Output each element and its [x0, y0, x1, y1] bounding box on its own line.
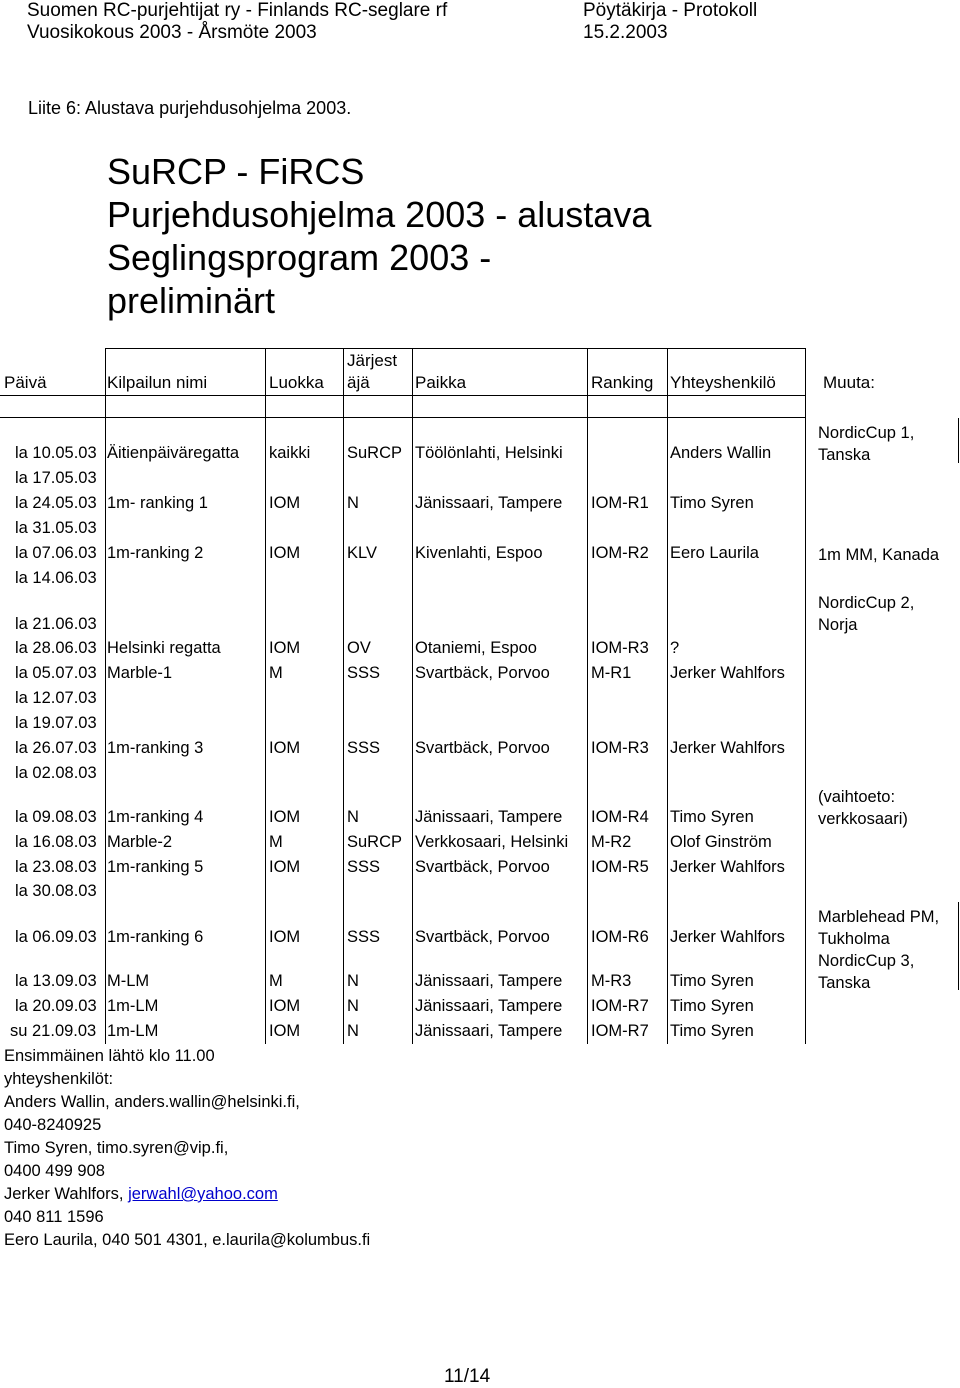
cell-contact: Anders Wallin [670, 444, 772, 462]
title-line: Purjehdusohjelma 2003 - alustava [107, 194, 652, 235]
contact-timo-phone: 0400 499 908 [4, 1162, 105, 1180]
cell-place: Kivenlahti, Espoo [415, 544, 543, 562]
cell-organizer: OV [347, 639, 371, 657]
cell-place: Jänissaari, Tampere [415, 808, 563, 826]
note-nordiccup-2 [818, 592, 914, 636]
cell-place: Svartbäck, Porvoo [415, 664, 550, 682]
cell-date: la 21.06.03 [15, 615, 97, 633]
contact-eero: Eero Laurila, 040 501 4301, e.laurila@kolumbus.fi [4, 1231, 371, 1249]
contact-timo: Timo Syren, timo.syren@vip.fi, [4, 1139, 229, 1157]
cell-race-name: Äitienpäiväregatta [107, 444, 240, 462]
cell-ranking: IOM-R4 [591, 808, 649, 826]
title-line: SuRCP - FiRCS [107, 151, 365, 192]
grid-line [265, 348, 266, 1044]
cell-date: la 26.07.03 [15, 739, 97, 757]
cell-contact: Jerker Wahlfors [670, 739, 785, 757]
first-start-note: Ensimmäinen lähtö klo 11.00 [4, 1047, 215, 1065]
cell-race-name: 1m- ranking 1 [107, 494, 208, 512]
cell-organizer: SSS [347, 928, 381, 946]
cell-place: Svartbäck, Porvoo [415, 858, 550, 876]
grid-line [958, 418, 959, 463]
cell-date: la 23.08.03 [15, 858, 97, 876]
cell-race-name: 1m-ranking 3 [107, 739, 204, 757]
cell-ranking: IOM-R7 [591, 1022, 649, 1040]
cell-class: IOM [269, 997, 301, 1015]
cell-contact: Timo Syren [670, 1022, 754, 1040]
title-line: Seglingsprogram 2003 - [107, 237, 492, 278]
cell-date: la 30.08.03 [15, 882, 97, 900]
cell-date: la 13.09.03 [15, 972, 97, 990]
program-title [107, 150, 651, 322]
cell-class: M [269, 833, 283, 851]
cell-race-name: 1m-LM [107, 1022, 159, 1040]
cell-place: Jänissaari, Tampere [415, 1022, 563, 1040]
col-header-race-name: Kilpailun nimi [107, 373, 208, 392]
cell-organizer: SSS [347, 858, 381, 876]
note-nordiccup-1 [818, 422, 914, 466]
cell-contact: Olof Ginström [670, 833, 772, 851]
contacts-label: yhteyshenkilöt: [4, 1070, 114, 1088]
jerker-email-link[interactable]: jerwahl@yahoo.com [128, 1185, 278, 1203]
cell-place: Töölönlahti, Helsinki [415, 444, 563, 462]
col-header-organizer-line1: Järjest [347, 351, 398, 370]
col-header-place: Paikka [415, 373, 467, 392]
cell-date: la 14.06.03 [15, 569, 97, 587]
note-line: Tukholma [818, 930, 890, 948]
contact-jerker-phone: 040 811 1596 [4, 1208, 104, 1226]
cell-contact: Jerker Wahlfors [670, 664, 785, 682]
contact-jerker [4, 1183, 370, 1206]
cell-organizer: N [347, 808, 359, 826]
cell-ranking: IOM-R3 [591, 639, 649, 657]
cell-ranking: IOM-R5 [591, 858, 649, 876]
cell-date: la 07.06.03 [15, 544, 97, 562]
col-header-organizer-line2: äjä [347, 373, 370, 392]
grid-line [805, 348, 806, 1044]
grid-line [412, 348, 413, 1044]
cell-ranking: IOM-R2 [591, 544, 649, 562]
cell-contact: ? [670, 639, 680, 657]
cell-organizer: N [347, 1022, 359, 1040]
header-organization: Suomen RC-purjehtijat ry - Finlands RC-seglare rf [27, 0, 448, 21]
header-date: 15.2.2003 [583, 22, 668, 43]
cell-class: IOM [269, 808, 301, 826]
cell-date: la 24.05.03 [15, 494, 97, 512]
grid-line [0, 395, 805, 396]
cell-date: la 31.05.03 [15, 519, 97, 537]
grid-line [105, 348, 106, 1044]
cell-ranking: M-R3 [591, 972, 632, 990]
attachment-heading: Liite 6: Alustava purjehdusohjelma 2003. [28, 98, 352, 118]
cell-place: Svartbäck, Porvoo [415, 928, 550, 946]
grid-line [958, 902, 959, 990]
cell-ranking: IOM-R1 [591, 494, 649, 512]
cell-ranking: IOM-R3 [591, 739, 649, 757]
cell-place: Otaniemi, Espoo [415, 639, 537, 657]
note-line: NordicCup 1, [818, 424, 915, 442]
cell-organizer: SSS [347, 739, 381, 757]
cell-place: Jänissaari, Tampere [415, 972, 563, 990]
note-alternative-venue [818, 786, 908, 830]
cell-date: la 20.09.03 [15, 997, 97, 1015]
cell-class: IOM [269, 739, 301, 757]
cell-place: Jänissaari, Tampere [415, 997, 563, 1015]
cell-ranking: IOM-R7 [591, 997, 649, 1015]
cell-organizer: SSS [347, 664, 381, 682]
note-mm-kanada: 1m MM, Kanada [818, 546, 940, 564]
note-line: Tanska [818, 446, 871, 464]
cell-organizer: N [347, 997, 359, 1015]
cell-contact: Timo Syren [670, 494, 754, 512]
cell-date: la 28.06.03 [15, 639, 97, 657]
cell-class: M [269, 972, 283, 990]
note-marblehead-pm [818, 906, 939, 950]
col-header-contact: Yhteyshenkilö [670, 373, 776, 392]
grid-line [0, 417, 805, 418]
col-header-notes: Muuta: [823, 373, 875, 392]
col-header-ranking: Ranking [591, 373, 654, 392]
cell-ranking: M-R2 [591, 833, 632, 851]
cell-class: IOM [269, 928, 301, 946]
note-line: verkkosaari) [818, 810, 908, 828]
cell-race-name: 1m-ranking 5 [107, 858, 204, 876]
grid-line [587, 348, 588, 1044]
note-nordiccup-3 [818, 950, 914, 994]
cell-organizer: SuRCP [347, 444, 403, 462]
cell-date: la 17.05.03 [15, 469, 97, 487]
cell-class: M [269, 664, 283, 682]
cell-date: la 10.05.03 [15, 444, 97, 462]
cell-date: su 21.09.03 [10, 1022, 97, 1040]
cell-date: la 06.09.03 [15, 928, 97, 946]
cell-organizer: N [347, 494, 359, 512]
contact-anders: Anders Wallin, anders.wallin@helsinki.fi, [4, 1093, 300, 1111]
cell-class: IOM [269, 858, 301, 876]
header-document-type: Pöytäkirja - Protokoll [583, 0, 758, 21]
cell-place: Jänissaari, Tampere [415, 494, 563, 512]
cell-class: kaikki [269, 444, 311, 462]
cell-contact: Jerker Wahlfors [670, 928, 785, 946]
contact-info [4, 1045, 370, 1252]
cell-organizer: KLV [347, 544, 377, 562]
cell-date: la 02.08.03 [15, 764, 97, 782]
grid-line [343, 348, 344, 1044]
page-number: 11/14 [444, 1366, 491, 1387]
contact-anders-phone: 040-8240925 [4, 1116, 102, 1134]
note-line: Tanska [818, 974, 871, 992]
grid-line [667, 348, 668, 1044]
cell-date: la 12.07.03 [15, 689, 97, 707]
cell-date: la 09.08.03 [15, 808, 97, 826]
cell-organizer: N [347, 972, 359, 990]
cell-place: Svartbäck, Porvoo [415, 739, 550, 757]
cell-race-name: Helsinki regatta [107, 639, 221, 657]
contact-jerker-name: Jerker Wahlfors, [4, 1185, 129, 1203]
grid-line [105, 348, 805, 349]
cell-contact: Eero Laurila [670, 544, 759, 562]
cell-race-name: 1m-ranking 6 [107, 928, 204, 946]
cell-date: la 19.07.03 [15, 714, 97, 732]
cell-organizer: SuRCP [347, 833, 403, 851]
cell-class: IOM [269, 1022, 301, 1040]
cell-contact: Timo Syren [670, 997, 754, 1015]
cell-place: Verkkosaari, Helsinki [415, 833, 569, 851]
cell-ranking: IOM-R6 [591, 928, 649, 946]
cell-race-name: Marble-1 [107, 664, 173, 682]
cell-contact: Jerker Wahlfors [670, 858, 785, 876]
note-line: Norja [818, 616, 858, 634]
note-line: Marblehead PM, [818, 908, 940, 926]
note-line: (vaihtoeto: [818, 788, 896, 806]
cell-class: IOM [269, 544, 301, 562]
cell-ranking: M-R1 [591, 664, 632, 682]
cell-contact: Timo Syren [670, 972, 754, 990]
cell-class: IOM [269, 494, 301, 512]
cell-date: la 05.07.03 [15, 664, 97, 682]
col-header-class: Luokka [269, 373, 324, 392]
cell-date: la 16.08.03 [15, 833, 97, 851]
note-line: NordicCup 2, [818, 594, 915, 612]
cell-race-name: Marble-2 [107, 833, 173, 851]
header-meeting: Vuosikokous 2003 - Årsmöte 2003 [27, 22, 317, 43]
cell-contact: Timo Syren [670, 808, 754, 826]
col-header-date: Päivä [4, 373, 47, 392]
cell-race-name: 1m-ranking 2 [107, 544, 204, 562]
cell-race-name: M-LM [107, 972, 150, 990]
title-line: preliminärt [107, 280, 276, 321]
note-line: NordicCup 3, [818, 952, 915, 970]
cell-race-name: 1m-LM [107, 997, 159, 1015]
cell-race-name: 1m-ranking 4 [107, 808, 204, 826]
cell-class: IOM [269, 639, 301, 657]
